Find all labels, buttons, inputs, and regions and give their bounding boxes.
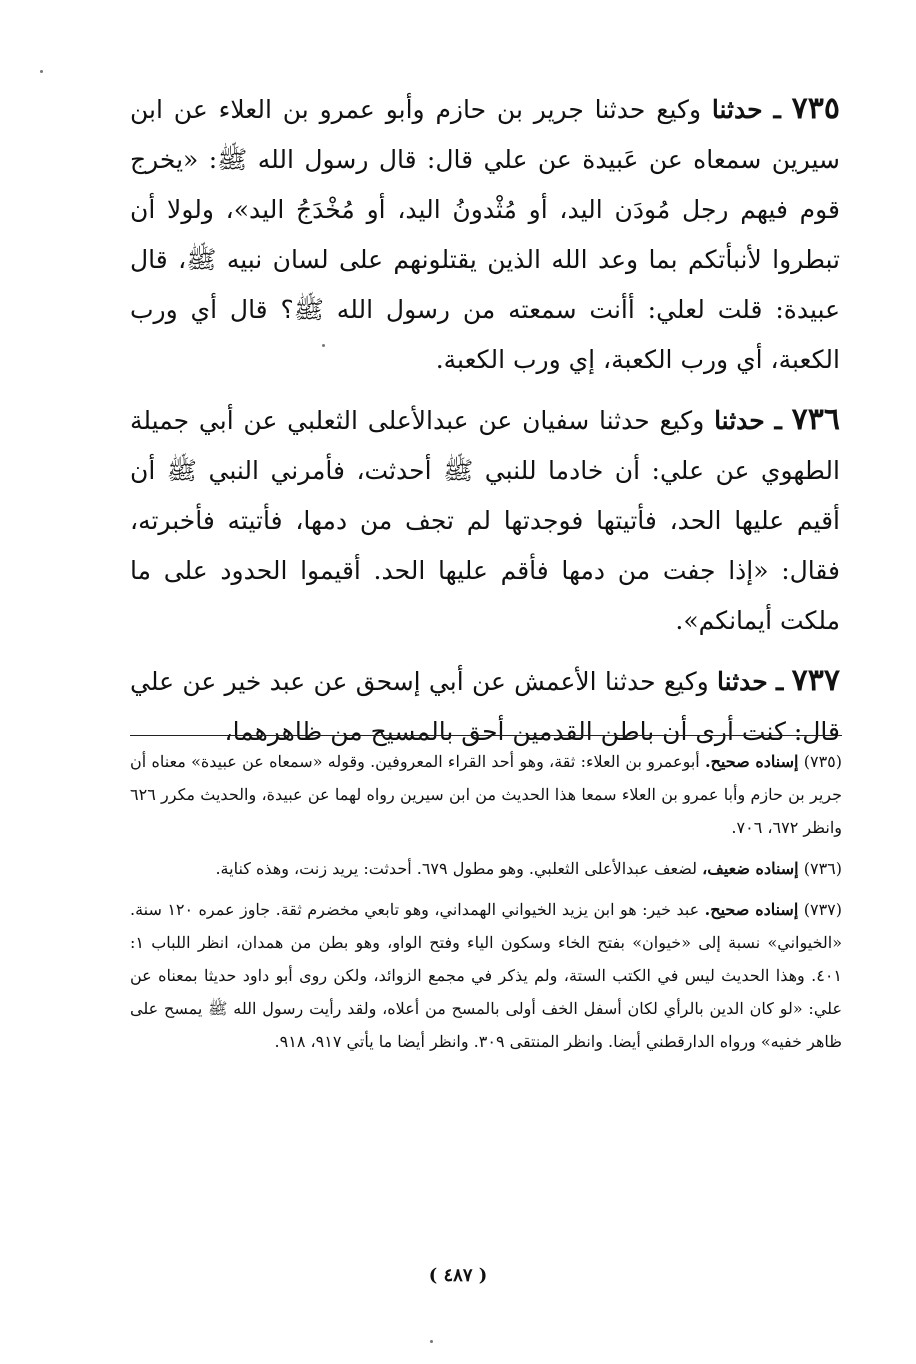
hadith-lead-word: حدثنا — [717, 667, 768, 696]
footnote-text: عبد خير: هو ابن يزيد الخيواني الهمداني، وهو تابعي مخضرم ثقة. جاوز عمره ١٢٠ سنة. «الخيواني» نسبة إلى «خيوان» بفتح الخاء وسكون الياء وفتح الواو، وهو بطن من همدان، انظر اللباب ١: ٤٠١. وهذا الحديث ليس في الكتب الستة، ولم يذكر في مجمع الزوائد، ولكن روى أبو داود حديثا بمعناه عن علي: «لو كان الدين بالرأي لكان أسفل الخف أولى بالمسح من أعلاه، ولقد رأيت رسول الله ﷺ يمسح على ظاهر خفيه» ورواه الدارقطني أيضا. وانظر المنتقى ٣٠٩. وانظر أيضا ما يأتي ٩١٧، ٩١٨. — [130, 900, 843, 1051]
hadith-number: ٧٣٧ — [791, 663, 840, 698]
scan-speck — [430, 1340, 433, 1343]
hadith-736 — [130, 395, 840, 646]
number-dash: ـ — [774, 406, 782, 435]
footnote-736 — [130, 852, 842, 885]
footnote-ref: (٧٣٥) — [803, 752, 843, 771]
footnote-735 — [130, 745, 842, 844]
hadith-number: ٧٣٦ — [791, 402, 840, 437]
footnote-grade: إسناده ضعيف، — [702, 859, 799, 878]
hadith-lead-word: حدثنا — [711, 95, 763, 124]
hadith-number: ٧٣٥ — [791, 91, 840, 126]
footnote-grade: إسناده صحيح. — [705, 752, 799, 771]
hadith-text: وكيع حدثنا سفيان عن عبدالأعلى الثعلبي عن أبي جميلة الطهوي عن علي: أن خادما للنبي ﷺ أحدثت، فأمرني النبي ﷺ أن أقيم عليها الحد، فأتيتها فوجدتها لم تجف من دمها، فأتيته فأخبرته، فقال: «إذا جفت من دمها فأقم عليها الحد. أقيموا الحدود على ما ملكت أيمانكم». — [130, 406, 840, 635]
footnote-text: أبوعمرو بن العلاء: ثقة، وهو أحد القراء المعروفين. وقوله «سمعاه عن عبيدة» معناه أن جرير بن حازم وأبا عمرو بن العلاء سمعا هذا الحديث من ابن سيرين رواه لهما عن عبيدة، والحديث مكرر ٦٢٦ وانظر ٦٧٢، ٧٠٦. — [130, 752, 842, 837]
footnote-text: لضعف عبدالأعلى الثعلبي. وهو مطول ٦٧٩. أحدثت: يريد زنت، وهذه كناية. — [215, 859, 698, 878]
footnote-grade: إسناده صحيح. — [704, 900, 799, 919]
hadith-body — [130, 84, 840, 767]
footnote-ref: (٧٣٧) — [803, 900, 843, 919]
page-number: ( ٤٨٧ ) — [428, 1265, 488, 1286]
hadith-lead-word: حدثنا — [714, 406, 765, 435]
hadith-text: وكيع حدثنا الأعمش عن أبي إسحق عن عبد خير عن علي قال: كنت أرى أن باطن القدمين أحق بالمسيح من ظاهرهما، — [130, 667, 840, 746]
hadith-737 — [130, 656, 840, 757]
footnote-separator — [130, 735, 842, 736]
scan-speck — [40, 70, 43, 73]
footnotes — [130, 745, 842, 1066]
footnote-737 — [130, 893, 842, 1058]
footnote-ref: (٧٣٦) — [803, 859, 842, 878]
number-dash: ـ — [776, 667, 784, 696]
hadith-735 — [130, 84, 840, 385]
hadith-text: وكيع حدثنا جرير بن حازم وأبو عمرو بن العلاء عن ابن سيرين سمعاه عن عَبيدة عن علي قال: قال رسول الله ﷺ: «يخرج قوم فيهم رجل مُودَن اليد، أو مُثْدونُ اليد، أو مُخْدَجُ اليد»، ولولا أن تبطروا لأنبأتكم بما وعد الله الذين يقتلونهم على لسان نبيه ﷺ، قال عبيدة: قلت لعلي: أأنت سمعته من رسول الله ﷺ؟ قال أي ورب الكعبة، أي ورب الكعبة، إي ورب الكعبة. — [130, 95, 840, 374]
number-dash: ـ — [773, 95, 781, 124]
